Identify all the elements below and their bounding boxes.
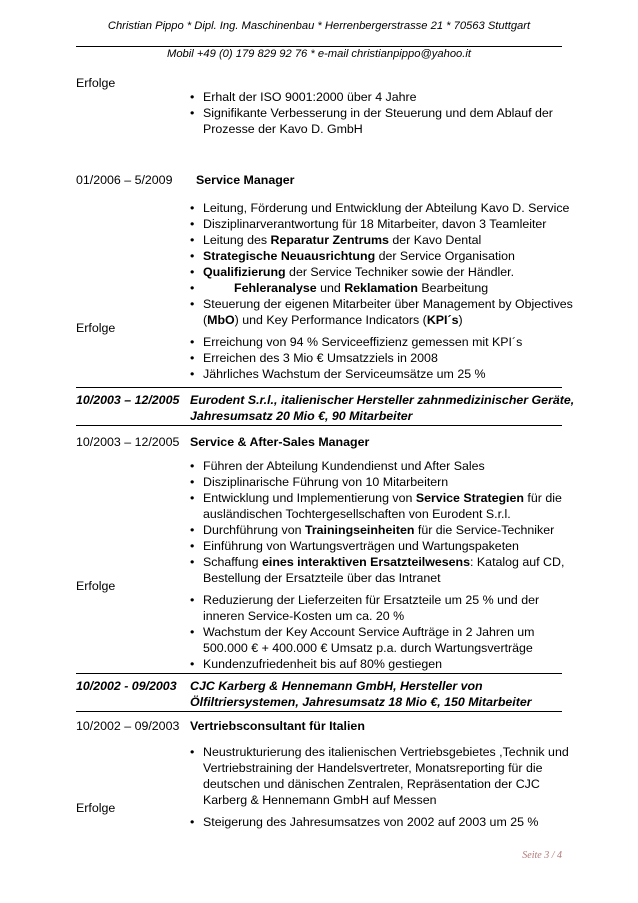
company-name: CJC Karberg & Hennemann GmbH, Hersteller von <box>190 679 483 693</box>
job-date: 10/2003 – 12/2005 <box>76 435 180 449</box>
company-details: Ölfiltriersystemen, Jahresumsatz 18 Mio €, 150 Mitarbeiter <box>190 695 532 709</box>
company-details: Jahresumsatz 20 Mio €, 90 Mitarbeiter <box>190 409 413 423</box>
header-contact-line-2: Mobil +49 (0) 179 829 92 76 * e-mail christianpippo@yahoo.it <box>167 48 471 60</box>
job-title: Service Manager <box>196 173 295 187</box>
job-date: 10/2002 – 09/2003 <box>76 719 180 733</box>
list-item-continuation: Karberg & Hennemann GmbH auf Messen <box>203 793 437 807</box>
header-contact-line: Christian Pippo * Dipl. Ing. Maschinenbau * Herrenbergerstrasse 21 * 70563 Stuttgart <box>107 20 531 32</box>
list-item-continuation: deutschen und dänischen Zentralen, Repräsentation der CJC <box>203 777 540 791</box>
company-rule-top <box>76 387 562 388</box>
list-item-continuation: Prozesse der Kavo D. GmbH <box>203 122 363 136</box>
erfolge-label: Erfolge <box>76 579 116 593</box>
job-title: Service & After-Sales Manager <box>190 435 370 449</box>
company-date: 10/2003 – 12/2005 <box>76 393 180 407</box>
job-date: 01/2006 – 5/2009 <box>76 173 173 187</box>
list-item-continuation: 500.000 € + 400.000 € Umsatz p.a. durch Wartungsverträge <box>203 641 533 655</box>
list-item-continuation: ausländischen Tochtergesellschaften von Eurodent S.r.l. <box>203 507 511 521</box>
list-item-continuation: inneren Service-Kosten um ca. 20 % <box>203 609 405 623</box>
company-rule-top <box>76 673 562 674</box>
page-number: Seite 3 / 4 <box>522 850 562 861</box>
company-date: 10/2002 - 09/2003 <box>76 679 177 693</box>
erfolge-label: Erfolge <box>76 321 116 335</box>
list-item-continuation: (MbO) und Key Performance Indicators (KPI´s) <box>203 313 463 327</box>
list-item-continuation: Bestellung der Ersatzteile über das Intranet <box>203 571 441 585</box>
company-rule-bottom <box>76 711 562 712</box>
erfolge-label: Erfolge <box>76 76 116 90</box>
job-title: Vertriebsconsultant für Italien <box>190 719 365 733</box>
company-rule-bottom <box>76 425 562 426</box>
company-name: Eurodent S.r.l., italienischer Hersteller zahnmedizinischer Geräte, <box>190 393 575 407</box>
erfolge-label: Erfolge <box>76 801 116 815</box>
header-rule <box>76 46 562 47</box>
list-item-continuation: Vertriebstraining der Handelsvertreter, Monatsreporting für die <box>203 761 543 775</box>
